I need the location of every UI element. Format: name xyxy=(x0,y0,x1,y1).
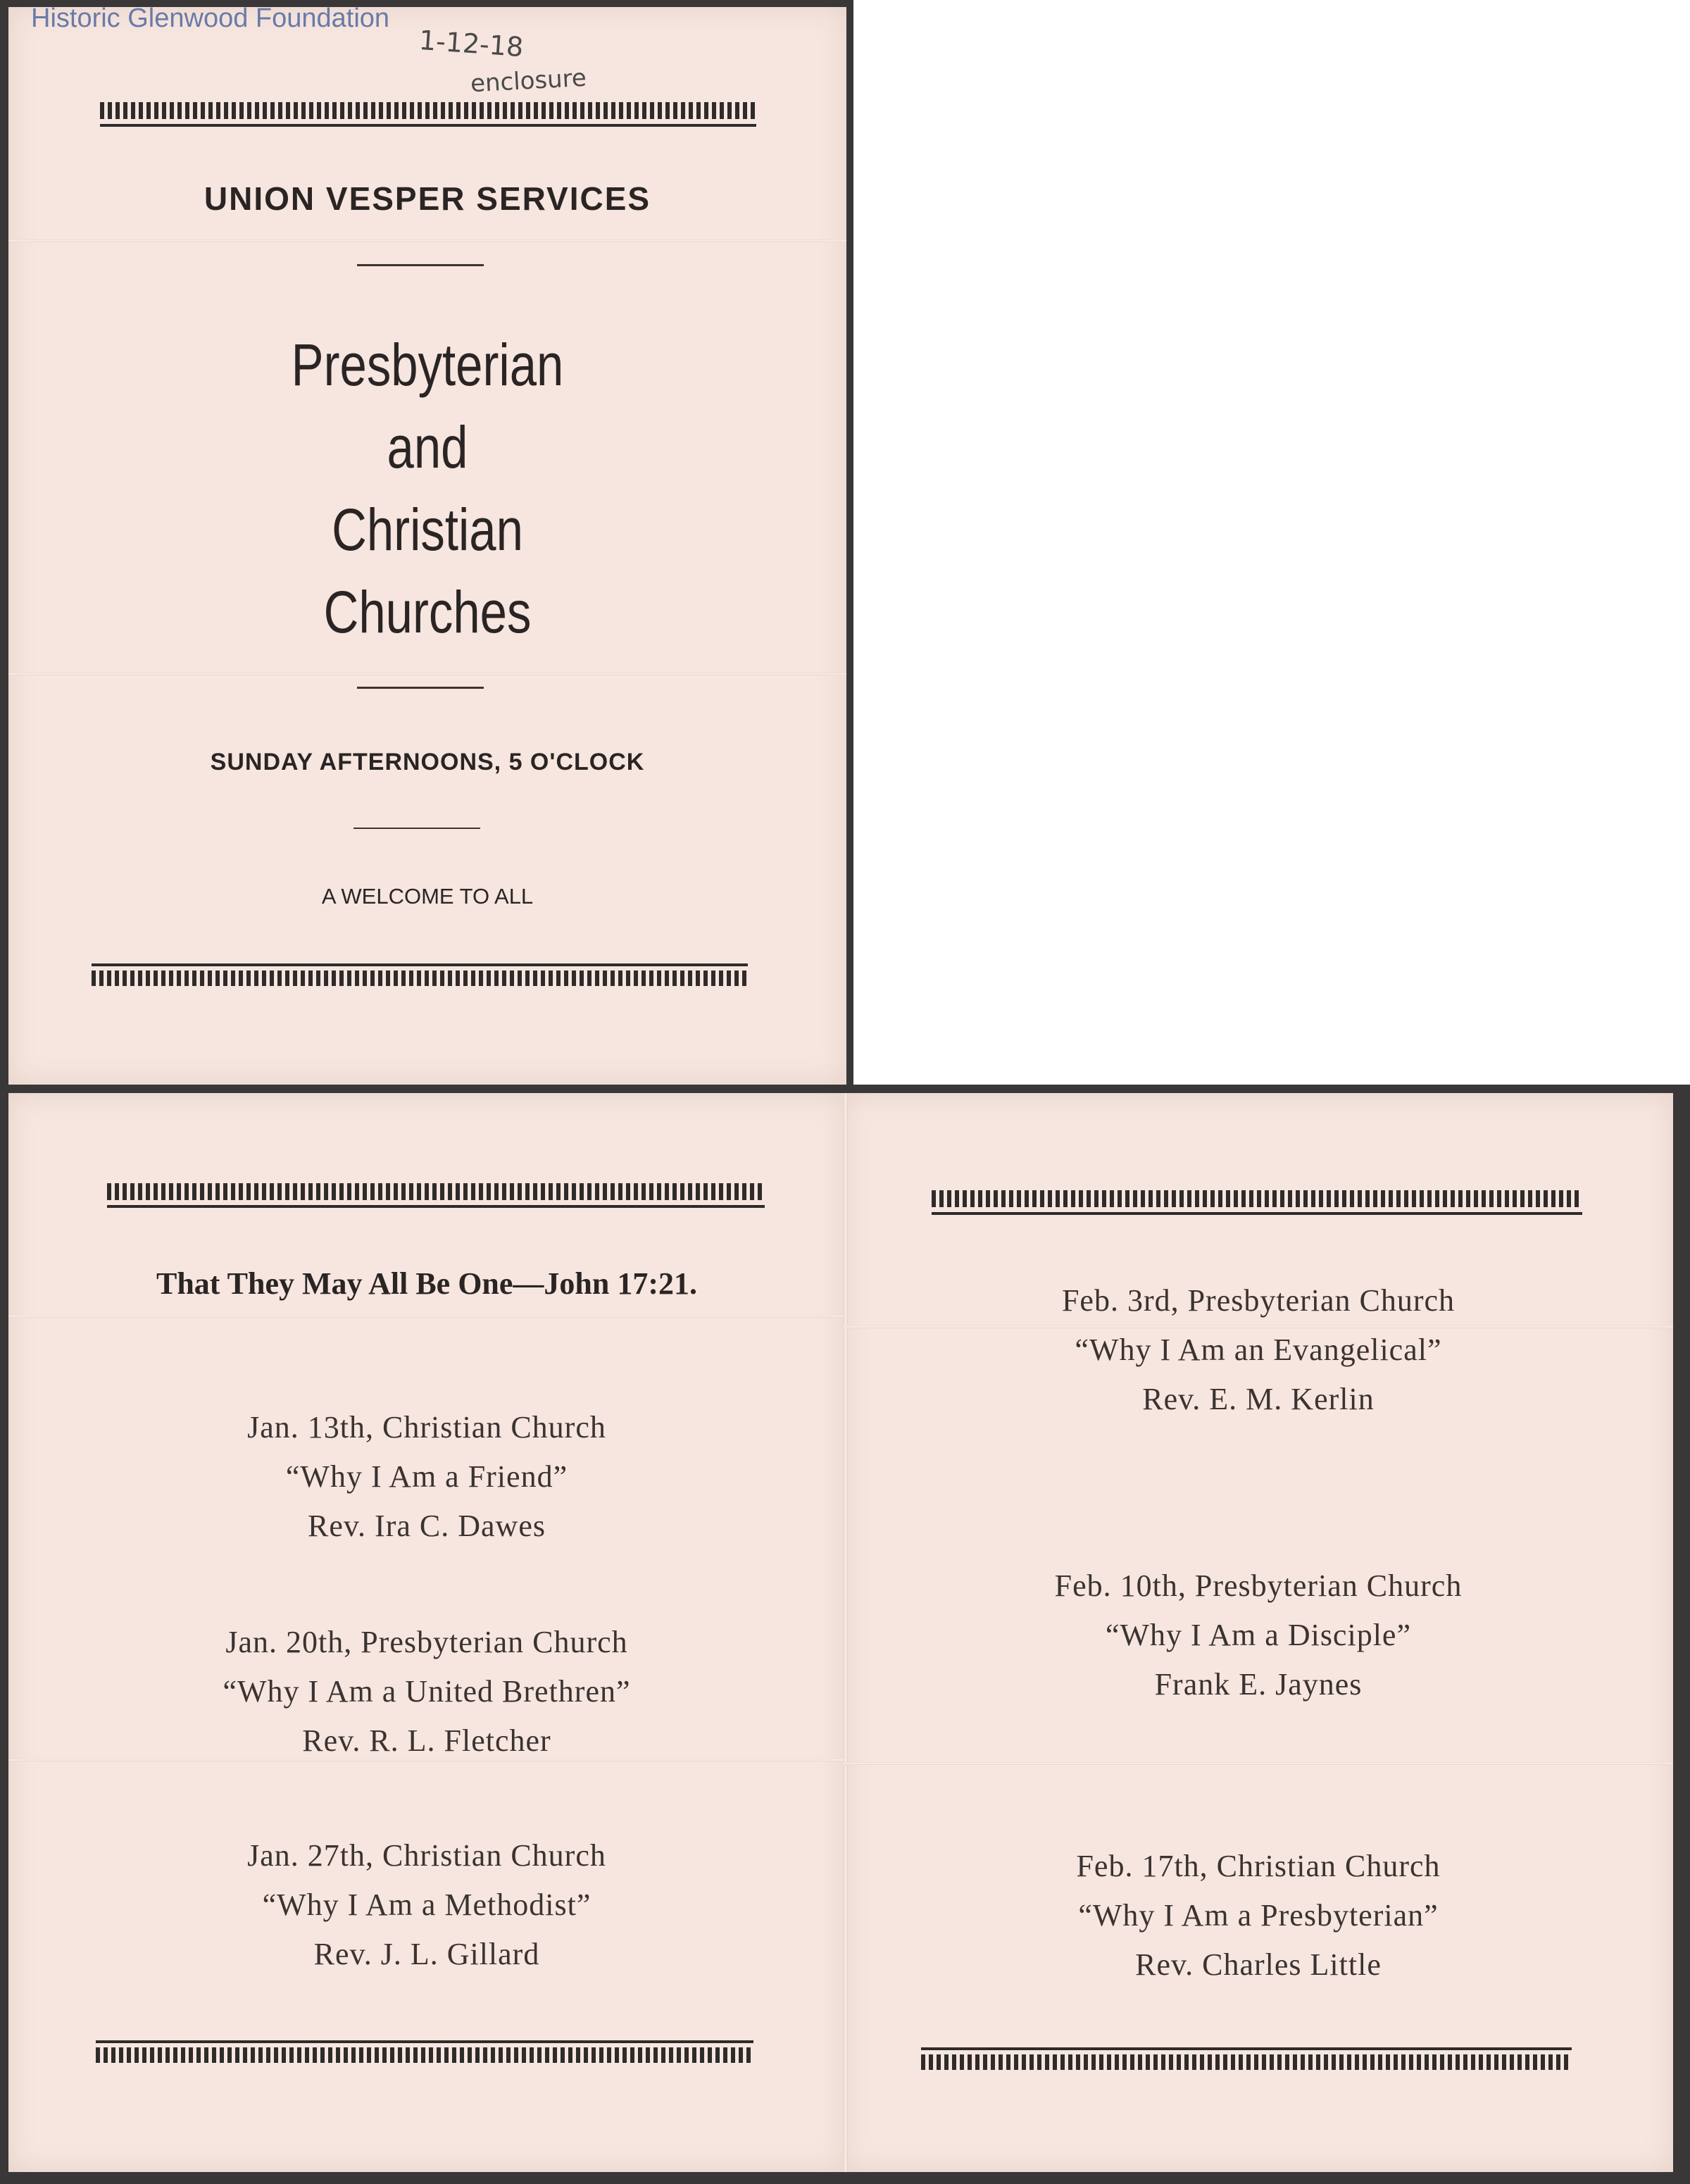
event-topic: “Why I Am an Evangelical” xyxy=(1075,1333,1442,1367)
cover-divider-3 xyxy=(353,828,480,829)
event-feb-3 xyxy=(844,1276,1673,1424)
event-speaker: Frank E. Jaynes xyxy=(1154,1667,1363,1702)
inside-right-top-ornament-bar xyxy=(932,1190,1582,1218)
event-feb-10 xyxy=(844,1561,1673,1709)
cover-bottom-ornament-bar xyxy=(92,963,748,992)
event-date: Feb. 3rd, Presbyterian Church xyxy=(1061,1283,1456,1318)
event-speaker: Rev. Ira C. Dawes xyxy=(308,1509,546,1543)
cover-heading: UNION VESPER SERVICES xyxy=(204,180,651,217)
event-topic: “Why I Am a Friend” xyxy=(285,1459,568,1494)
event-jan-13 xyxy=(8,1403,845,1551)
inside-theme: That They May All Be One—John 17:21. xyxy=(156,1266,698,1301)
inside-left-bottom-ornament-bar xyxy=(96,2040,753,2068)
cover-divider-1 xyxy=(357,264,484,266)
event-jan-27 xyxy=(8,1831,845,1979)
event-topic: “Why I Am a United Brethren” xyxy=(223,1674,631,1709)
cover-title-line-4: Churches xyxy=(323,579,532,645)
event-jan-20 xyxy=(8,1618,845,1766)
event-speaker: Rev. E. M. Kerlin xyxy=(1142,1382,1375,1416)
event-date: Feb. 17th, Christian Church xyxy=(1076,1849,1441,1883)
event-speaker: Rev. Charles Little xyxy=(1135,1947,1382,1982)
event-speaker: Rev. R. L. Fletcher xyxy=(302,1723,551,1758)
cover-service-time: SUNDAY AFTERNOONS, 5 O'CLOCK xyxy=(210,749,645,775)
cover-title-line-1: Presbyterian xyxy=(291,332,564,398)
cover-welcome: A WELCOME TO ALL xyxy=(321,884,534,909)
event-speaker: Rev. J. L. Gillard xyxy=(313,1937,540,1971)
cover-title-line-2: and xyxy=(387,414,468,480)
event-topic: “Why I Am a Methodist” xyxy=(262,1887,592,1922)
inside-right-bottom-ornament-bar xyxy=(921,2047,1572,2076)
event-topic: “Why I Am a Presbyterian” xyxy=(1078,1898,1439,1933)
inside-left-top-ornament-bar xyxy=(107,1183,765,1211)
inside-left-panel xyxy=(8,1093,845,2172)
handwritten-enclosure: enclosure xyxy=(470,63,587,99)
cover-top-ornament-bar xyxy=(100,102,756,130)
inside-right-panel xyxy=(844,1093,1673,2172)
handwritten-date: 1-12-18 xyxy=(418,24,525,63)
cover-divider-2 xyxy=(357,687,484,689)
event-date: Jan. 27th, Christian Church xyxy=(247,1838,606,1873)
event-date: Jan. 13th, Christian Church xyxy=(247,1410,606,1444)
watermark: Historic Glenwood Foundation xyxy=(31,4,390,33)
cover-title xyxy=(8,324,846,654)
event-feb-17 xyxy=(844,1842,1673,1990)
event-date: Feb. 10th, Presbyterian Church xyxy=(1054,1568,1463,1603)
event-topic: “Why I Am a Disciple” xyxy=(1106,1618,1411,1652)
cover-panel xyxy=(8,7,846,1085)
cover-title-line-3: Christian xyxy=(332,497,523,563)
event-date: Jan. 20th, Presbyterian Church xyxy=(225,1625,628,1659)
